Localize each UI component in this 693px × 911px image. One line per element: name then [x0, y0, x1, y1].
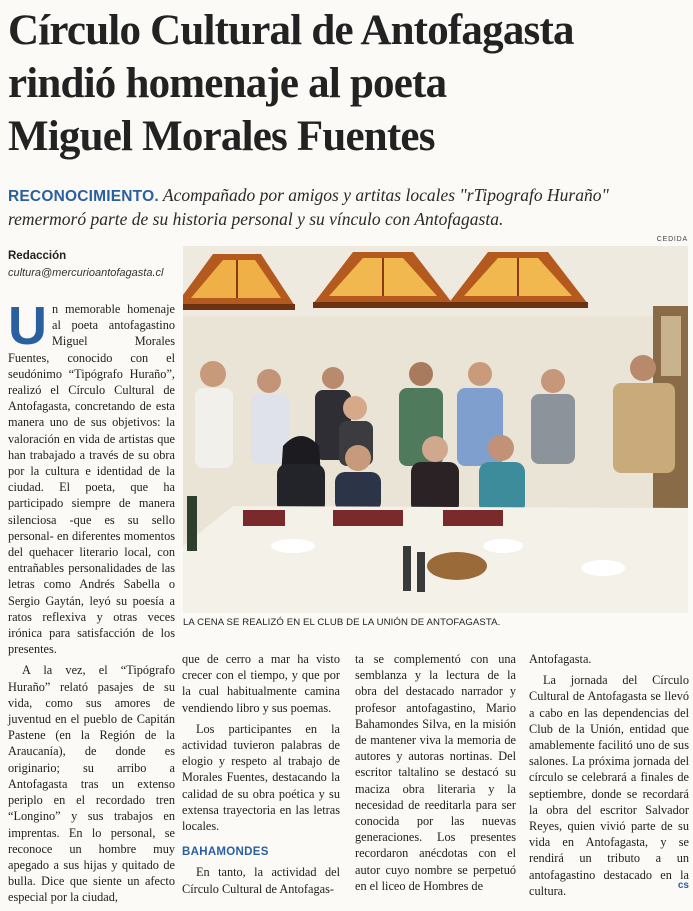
paragraph: que de cerro a mar ha visto crecer con el tiempo, y que por la cual habitualmente camina vendiendo libro y sus poemas. — [182, 652, 340, 715]
byline-author: Redacción — [8, 250, 67, 262]
byline-email: cultura@mercurioantofagasta.cl — [8, 267, 164, 279]
paragraph: ta se complementó con una semblanza y la lectura de la obra del destacado narrador y profesor antofagastino, Mario Bahamondes Silva, en la misión de mantener viva la memoria de autores y autoras nortinas. Del escritor taltalino se destacó su maciza obra literaria y la necesidad de reeditarla para ser conocida por las nuevas generaciones. Los presentes recordaron anécdotas con el autor cuyo nombre se perpetuó en el liceo de Hombres de — [355, 652, 516, 893]
photo-caption: LA CENA SE REALIZÓ EN EL CLUB DE LA UNIÓN DE ANTOFAGASTA. — [183, 617, 501, 628]
headline — [8, 4, 690, 163]
drop-cap: U — [8, 296, 47, 356]
paragraph: Los participantes en la actividad tuvieron palabras de elogio y respeto al trabajo de Morales Fuentes, destacando la calidad de su obra poética y su extensa trayectoria en las letras locales. — [182, 721, 340, 834]
group-photo — [183, 246, 688, 613]
headline-line-2: rindió homenaje al poeta — [8, 60, 447, 107]
group-photo-illustration — [183, 246, 688, 613]
deck-text: Acompañado por amigos y artitas locales "rTipografo Huraño" remermoró parte de su historia personal y su vínculo con Antofagasta. — [8, 185, 609, 229]
paragraph: La jornada del Círculo Cultural de Antofagasta se llevó a cabo en las dependencias del Club de la Unión, entidad que amablemente facilitó uno de sus salones. La próxima jornada del círculo se celebrará a finales de septiembre, donde se recordará la obra del escritor Salvador Reyes, quien vivió parte de su vida en Antofagasta, y se rendirá un tributo a un antofagastino destacado en la cultura. — [529, 673, 689, 898]
photo-credit: CEDIDA — [656, 236, 688, 243]
deck-kicker: RECONOCIMIENTO. — [8, 188, 159, 205]
deck — [8, 184, 688, 231]
body-column-4 — [529, 651, 689, 904]
paragraph: En tanto, la actividad del Círculo Cultural de Antofagas- — [182, 865, 340, 896]
paragraph: A la vez, el “Tipógrafo Huraño” relató pasajes de su vida, como sus amores de juventud en el pueblo de Capitán Pastene (en la Región de la Araucanía), de donde es originario; su arribo a Antofagasta tras un extenso periplo en el recordado tren “Longino” y sus trabajos en imprentas. En lo personal, se reconoce un hombre muy apegado a sus hijas y quitado de bulla. Dice que siente un afecto especial por la ciudad, — [8, 663, 175, 905]
end-mark-logo: cs — [677, 880, 689, 891]
headline-line-1: Círculo Cultural de Antofagasta — [8, 7, 574, 54]
paragraph-text: n memorable homenaje al poeta antofagastino Miguel Morales Fuentes, conocido con el seudónimo “Tipógrafo Huraño”, realizó el Círculo Cultural de Antofagasta, concretando de esta manera uno de sus objetivos: la valoración en vida de artistas que han trabajado a través de su obra por la cultura e identidad de la ciudad. El poeta, que ha participado siempre de manera silenciosa -que es su sello personal- en diferentes momentos del quehacer literario local, con entrañables personalidades de las letras como Andrés Sabella o Sergio Gaytán, leyó su poesía a ratos reflexiva y otras veces irónica para satisfacción de los presentes. — [8, 302, 175, 657]
body-column-2 — [182, 651, 340, 902]
body-column-3 — [355, 651, 516, 899]
paragraph: Antofagasta. — [529, 652, 592, 666]
headline-line-3: Miguel Morales Fuentes — [8, 113, 435, 160]
paragraph — [8, 296, 175, 657]
body-column-1 — [8, 296, 175, 911]
subheading: BAHAMONDES — [182, 846, 269, 859]
